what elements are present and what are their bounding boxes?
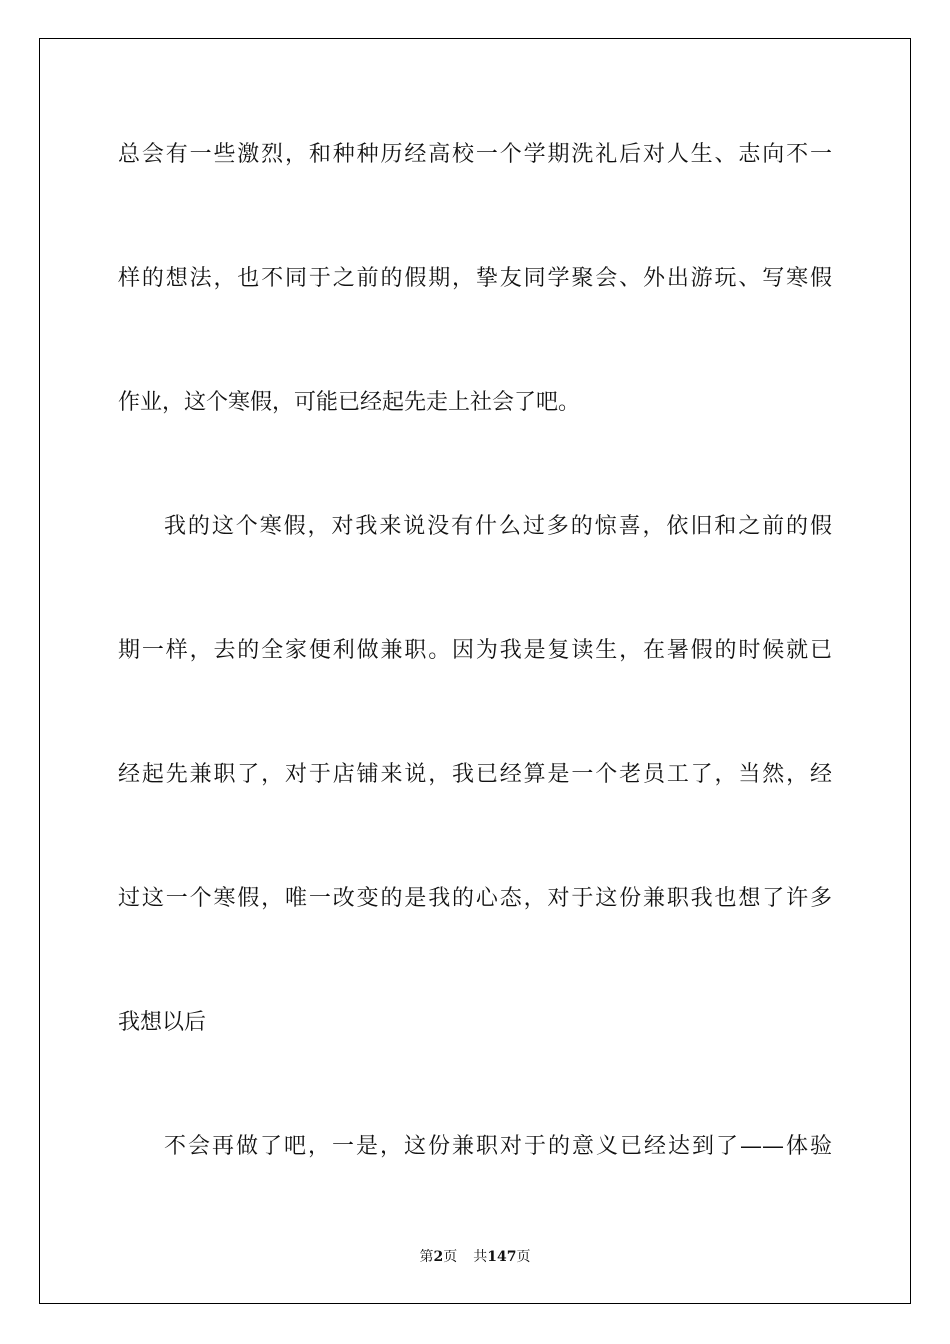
text-line-2: 样的想法，也不同于之前的假期，挚友同学聚会、外出游玩、写寒假 (118, 266, 832, 291)
total-suffix: 页 (516, 1249, 531, 1265)
text-line-7: 过这一个寒假，唯一改变的是我的心态，对于这份兼职我也想了许多 (118, 886, 832, 911)
text-line-9: 不会再做了吧，一是，这份兼职对于的意义已经达到了——体验 (164, 1134, 832, 1159)
page-suffix: 页 (443, 1249, 458, 1265)
text-line-3: 作业，这个寒假，可能已经起先走上社会了吧。 (118, 390, 581, 415)
body-text (118, 124, 832, 1240)
text-line-5: 期一样，去的全家便利做兼职。因为我是复读生，在暑假的时候就已 (118, 638, 832, 663)
text-line-8: 我想以后 (118, 1010, 207, 1035)
page-number: 2 (433, 1249, 444, 1265)
text-line-1: 总会有一些激烈，和种种历经高校一个学期洗礼后对人生、志向不一 (118, 142, 832, 167)
total-pages: 147 (487, 1249, 517, 1265)
page-prefix: 第 (419, 1249, 434, 1265)
text-line-4: 我的这个寒假，对我来说没有什么过多的惊喜，依旧和之前的假 (164, 514, 832, 539)
text-line-6: 经起先兼职了，对于店铺来说，我已经算是一个老员工了，当然，经 (118, 762, 832, 787)
page-footer (0, 1246, 950, 1266)
total-prefix: 共 (473, 1249, 488, 1265)
